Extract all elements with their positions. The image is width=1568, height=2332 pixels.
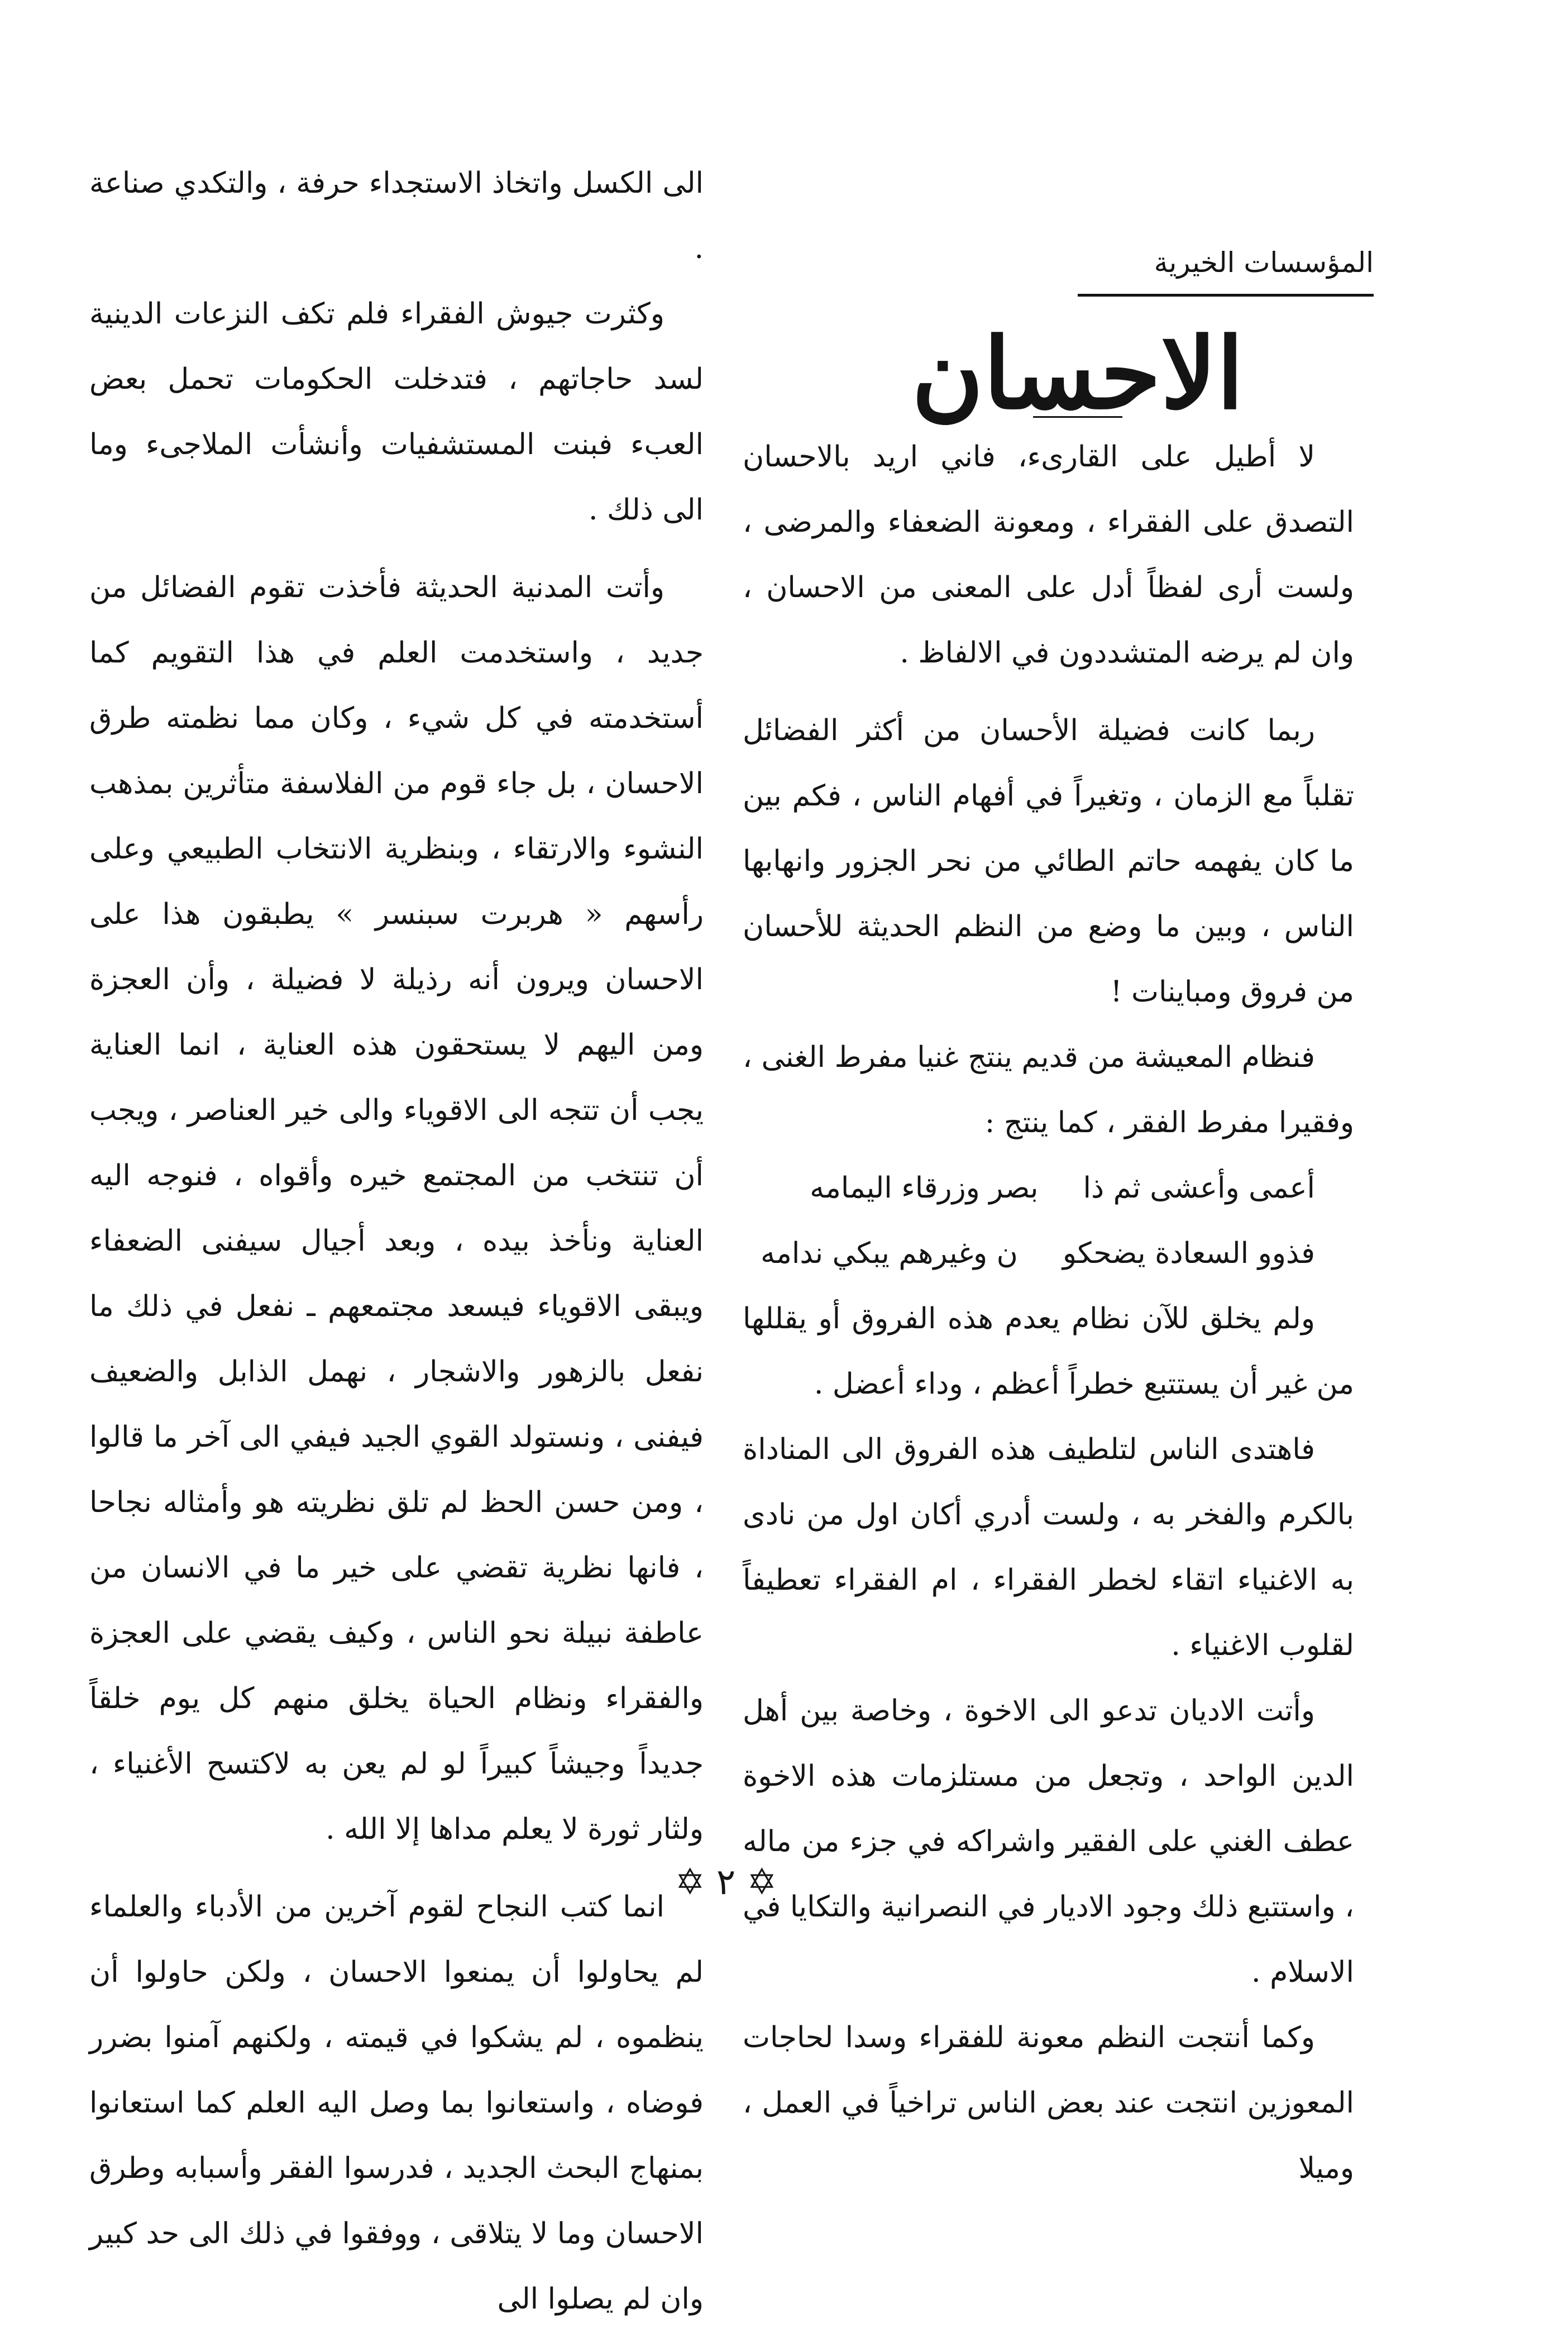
paragraph: وأتت الاديان تدعو الى الاخوة ، وخاصة بين أهل الدين الواحد ، وتجعل من مستلزمات هذه الاخوة عطف الغني على الفقير واشراكه في جزء من ماله ، واستتبع ذلك وجود الاديار في النصرانية والتكايا في الاسلام . bbox=[743, 1694, 1354, 1989]
paragraph: ربما كانت فضيلة الأحسان من أكثر الفضائل تقلباً مع الزمان ، وتغيراً في أفهام الناس ، فكم بين ما كان يفهمه حاتم الطائي من نحر الجزور وانهابها الناس ، وبين ما وضع من النظم الحديثة للأحسان من فروق ومباينات ! bbox=[743, 714, 1354, 1009]
right-column bbox=[743, 425, 1354, 2201]
paragraph: لا أطيل على القارىء، فاني اريد بالاحسان التصدق على الفقراء ، ومعونة الضعفاء والمرضى ، ولست أرى لفظاً أدل على المعنى من الاحسان ، وان لم يرضه المتشددون في الالفاظ . bbox=[743, 440, 1354, 670]
paragraph: انما كتب النجاح لقوم آخرين من الأدباء والعلماء لم يحاولوا أن يمنعوا الاحسان ، ولكن حاولوا أن ينظموه ، لم يشكوا في قيمته ، ولكنهم آمنوا بضرر فوضاه ، واستعانوا بما وصل اليه العلم كما استعانوا بمنهاج البحث الجديد ، فدرسوا الفقر وأسبابه وطرق الاحسان وما لا يتلاقى ، ووفقوا في ذلك الى حد كبير وان لم يصلوا الى bbox=[89, 1890, 704, 2316]
title-divider bbox=[1033, 416, 1122, 418]
paragraph: وكثرت جيوش الفقراء فلم تكف النزعات الدينية لسد حاجاتهم ، فتدخلت الحكومات تحمل بعض العبء فبنت المستشفيات وأنشأت الملاجىء وما الى ذلك . bbox=[89, 297, 704, 527]
left-column bbox=[89, 151, 704, 2332]
article-title: الاحسان bbox=[911, 317, 1244, 431]
section-label: المؤسسات الخيرية bbox=[1078, 240, 1374, 297]
poem-verse bbox=[743, 1221, 1354, 1286]
verse-hemistich: أعمى وأعشى ثم ذا bbox=[1083, 1171, 1315, 1205]
verse-hemistich: بصر وزرقاء اليمامه bbox=[810, 1171, 1039, 1205]
verse-hemistich: ن وغيرهم يبكي ندامه bbox=[761, 1237, 1018, 1270]
paragraph: فاهتدى الناس لتلطيف هذه الفروق الى المناداة بالكرم والفخر به ، ولست أدري أكان اول من نادى به الاغنياء اتقاء لخطر الفقراء ، ام الفقراء تعطيفاً لقلوب الاغنياء . bbox=[743, 1433, 1354, 1662]
paragraph: وكما أنتجت النظم معونة للفقراء وسدا لحاجات المعوزين انتجت عند بعض الناس تراخياً في العمل ، وميلا bbox=[743, 2021, 1354, 2185]
paragraph: ولم يخلق للآن نظام يعدم هذه الفروق أو يقللها من غير أن يستتبع خطراً أعظم ، وداء أعضل . bbox=[743, 1302, 1354, 1401]
paragraph: وأتت المدنية الحديثة فأخذت تقوم الفضائل من جديد ، واستخدمت العلم في هذا التقويم كما أستخدمته في كل شيء ، وكان مما نظمته طرق الاحسان ، بل جاء قوم من الفلاسفة متأثرين بمذهب النشوء والارتقاء ، وبنظرية الانتخاب الطبيعي وعلى رأسهم « هربرت سبنسر » يطبقون هذا على الاحسان ويرون أنه رذيلة لا فضيلة ، وأن العجزة ومن اليهم لا يستحقون هذه العناية ، انما العناية يجب أن تتجه الى الاقوياء والى خير العناصر ، ويجب أن تنتخب من المجتمع خيره وأقواه ، فنوجه اليه العناية ونأخذ بيده ، وبعد أجيال سيفنى الضعفاء ويبقى الاقوياء فيسعد مجتمعهم ـ نفعل في ذلك ما نفعل بالزهور والاشجار ، نهمل الذابل والضعيف فيفنى ، ونستولد القوي الجيد فيفي الى آخر ما قالوا ، ومن حسن الحظ لم تلق نظريته هو وأمثاله نجاحا ، فانها نظرية تقضي على خير ما في الانسان من عاطفة نبيلة نحو الناس ، وكيف يقضي على العجزة والفقراء ونظام الحياة يخلق منهم كل يوم خلقاً جديداً وجيشاً كبيراً لو لم يعن به لاكتسح الأغنياء ، ولثار ثورة لا يعلم مداها إلا الله . bbox=[89, 571, 704, 1846]
poem-verse bbox=[743, 1156, 1354, 1221]
verse-hemistich: فذوو السعادة يضحكو bbox=[1062, 1237, 1315, 1270]
paragraph: فنظام المعيشة من قديم ينتج غنيا مفرط الغنى ، وفقيرا مفرط الفقر ، كما ينتج : bbox=[743, 1041, 1354, 1139]
page-number: ✡ ٢ ✡ bbox=[675, 1862, 777, 1903]
paragraph: الى الكسل واتخاذ الاستجداء حرفة ، والتكدي صناعة . bbox=[89, 166, 704, 265]
